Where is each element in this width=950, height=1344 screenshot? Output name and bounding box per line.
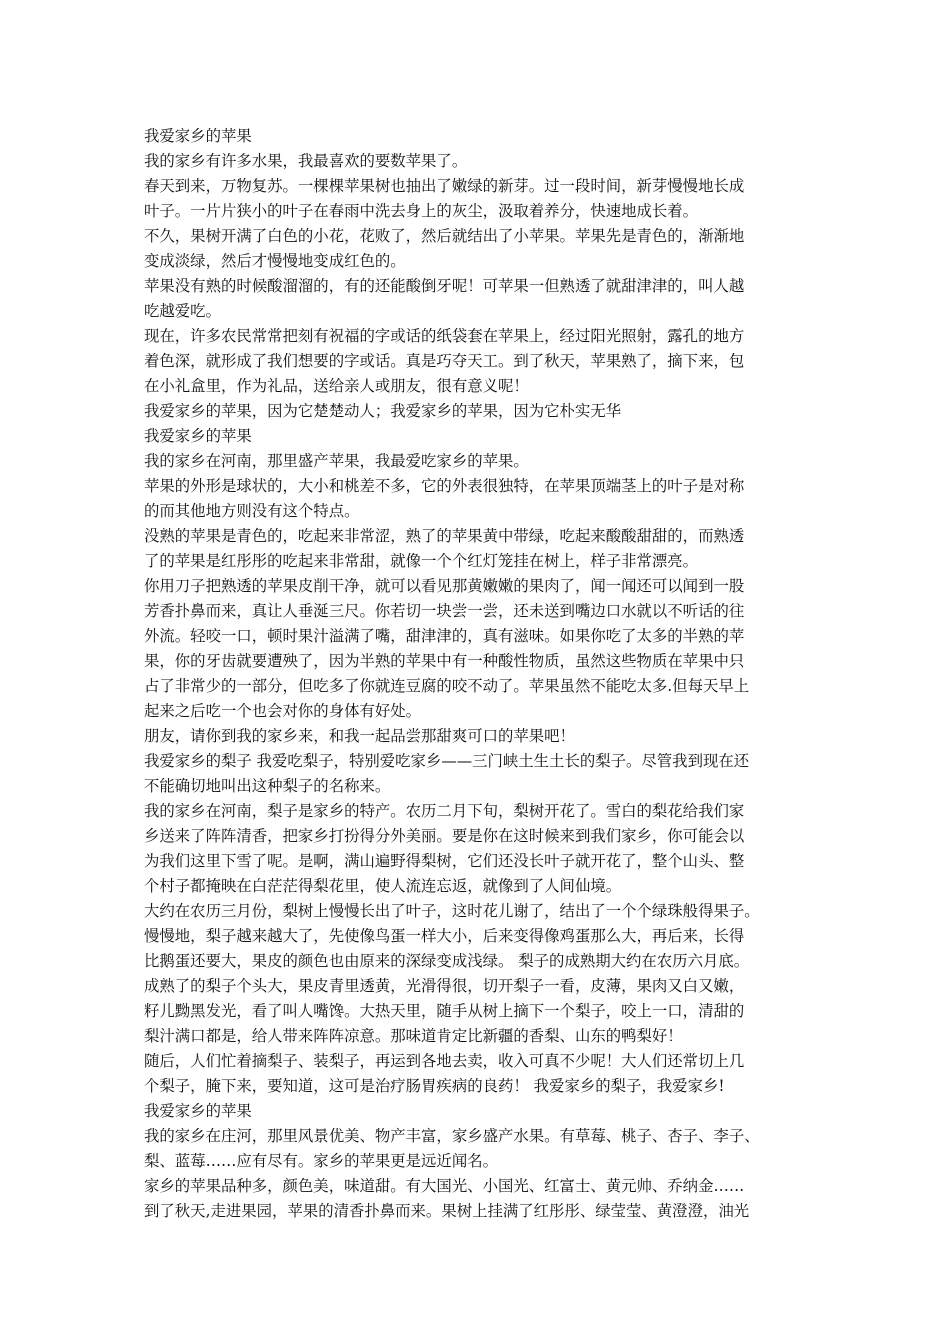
paragraph: 苹果的外形是球状的，大小和桃差不多，它的外表很独特，在苹果顶端茎上的叶子是对称 的而其他地方则没有这个特点。 xyxy=(144,477,745,520)
paragraph: 我的家乡在河南，梨子是家乡的特产。农历二月下旬，梨树开花了。雪白的梨花给我们家 乡送来了阵阵清香，把家乡打扮得分外美丽。要是你在这时候来到我们家乡，你可能会以 为我们这里下雪了呢。是啊，满山遍野得梨树，它们还没长叶子就开花了，整个山头、整 个村子都掩映在白茫茫得梨花里，使人流连忘返，就像到了人间仙境。 xyxy=(144,802,745,895)
paragraph: 我的家乡在河南，那里盛产苹果，我最爱吃家乡的苹果。 xyxy=(144,452,529,470)
title-pear-paragraph: 我爱家乡的梨子 我爱吃梨子，特别爱吃家乡——三门峡土生土长的梨子。尽管我到现在还 不能确切地叫出这种梨子的名称来。 xyxy=(144,752,750,795)
paragraph: 不久，果树开满了白色的小花，花败了，然后就结出了小苹果。苹果先是青色的，渐渐地 变成淡绿，然后才慢慢地变成红色的。 xyxy=(144,227,745,270)
paragraph: 我爱家乡的苹果，因为它楚楚动人；我爱家乡的苹果，因为它朴实无华 xyxy=(144,402,622,420)
paragraph: 我的家乡在庄河，那里风景优美、物产丰富，家乡盛产水果。有草莓、桃子、杏子、李子、 梨、蓝莓……应有尽有。家乡的苹果更是远近闻名。 xyxy=(144,1127,760,1170)
title-apple-2: 我爱家乡的苹果 xyxy=(144,427,252,445)
paragraph: 你用刀子把熟透的苹果皮削干净，就可以看见那黄嫩嫩的果肉了，闻一闻还可以闻到一股 芳香扑鼻而来，真让人垂涎三尺。你若切一块尝一尝，还未送到嘴边口水就以不听话的往 外流。轻咬一口，顿时果汁溢满了嘴，甜津津的，真有滋味。如果你吃了太多的半熟的苹 果，你的牙齿就要遭殃了，因为半熟的苹果中有一种酸性物质，虽然这些物质在苹果中只 占了非常少的一部分，但吃多了你就连豆腐的咬不动了。苹果虽然不能吃太多.但每天早上 起来之后吃一个也会对你的身体有好处。 xyxy=(144,577,750,720)
paragraph: 现在，许多农民常常把刻有祝福的字或话的纸袋套在苹果上，经过阳光照射，露孔的地方 着色深，就形成了我们想要的字或话。真是巧夺天工。到了秋天，苹果熟了，摘下来，包 在小礼盒里，作为礼品，送给亲人或朋友，很有意义呢！ xyxy=(144,327,745,395)
paragraph: 苹果没有熟的时候酸溜溜的，有的还能酸倒牙呢！可苹果一但熟透了就甜津津的，叫人越 吃越爱吃。 xyxy=(144,277,745,320)
title-apple-1: 我爱家乡的苹果 xyxy=(144,127,252,145)
paragraph: 我的家乡有许多水果，我最喜欢的要数苹果了。 xyxy=(144,152,468,170)
paragraph: 家乡的苹果品种多，颜色美，味道甜。有大国光、小国光、红富士、黄元帅、乔纳金…… 到了秋天,走进果园，苹果的清香扑鼻而来。果树上挂满了红彤彤、绿莹莹、黄澄澄，油光 xyxy=(144,1177,750,1220)
paragraph: 大约在农历三月份，梨树上慢慢长出了叶子，这时花儿谢了，结出了一个个绿珠般得果子。 慢慢地，梨子越来越大了，先使像鸟蛋一样大小，后来变得像鸡蛋那么大，再后来，长得 比鹅蛋还要大，果皮的颜色也由原来的深绿变成浅绿。 梨子的成熟期大约在农历六月底。 成熟了的梨子个头大，果皮青里透黄，光滑得很，切开梨子一看，皮薄，果肉又白又嫩， 籽儿黝黑发光，看了叫人嘴馋。大热天里，随手从树上摘下一个梨子，咬上一口，清甜的 梨汁满口都是，给人带来阵阵凉意。那味道肯定比新疆的香梨、山东的鸭梨好！ xyxy=(144,902,760,1045)
paragraph: 随后，人们忙着摘梨子、装梨子，再运到各地去卖，收入可真不少呢！大人们还常切上几 个梨子，腌下来，要知道，这可是治疗肠胃疾病的良药！ 我爱家乡的梨子，我爱家乡! xyxy=(144,1052,745,1095)
document-page xyxy=(144,124,814,1224)
title-apple-3: 我爱家乡的苹果 xyxy=(144,1102,252,1120)
paragraph: 春天到来，万物复苏。一棵棵苹果树也抽出了嫩绿的新芽。过一段时间，新芽慢慢地长成 叶子。一片片狭小的叶子在春雨中洗去身上的灰尘，汲取着养分，快速地成长着。 xyxy=(144,177,745,220)
paragraph: 朋友，请你到我的家乡来，和我一起品尝那甜爽可口的苹果吧！ xyxy=(144,727,575,745)
paragraph: 没熟的苹果是青色的，吃起来非常涩，熟了的苹果黄中带绿，吃起来酸酸甜甜的，而熟透 了的苹果是红彤彤的吃起来非常甜，就像一个个红灯笼挂在树上，样子非常漂亮。 xyxy=(144,527,745,570)
